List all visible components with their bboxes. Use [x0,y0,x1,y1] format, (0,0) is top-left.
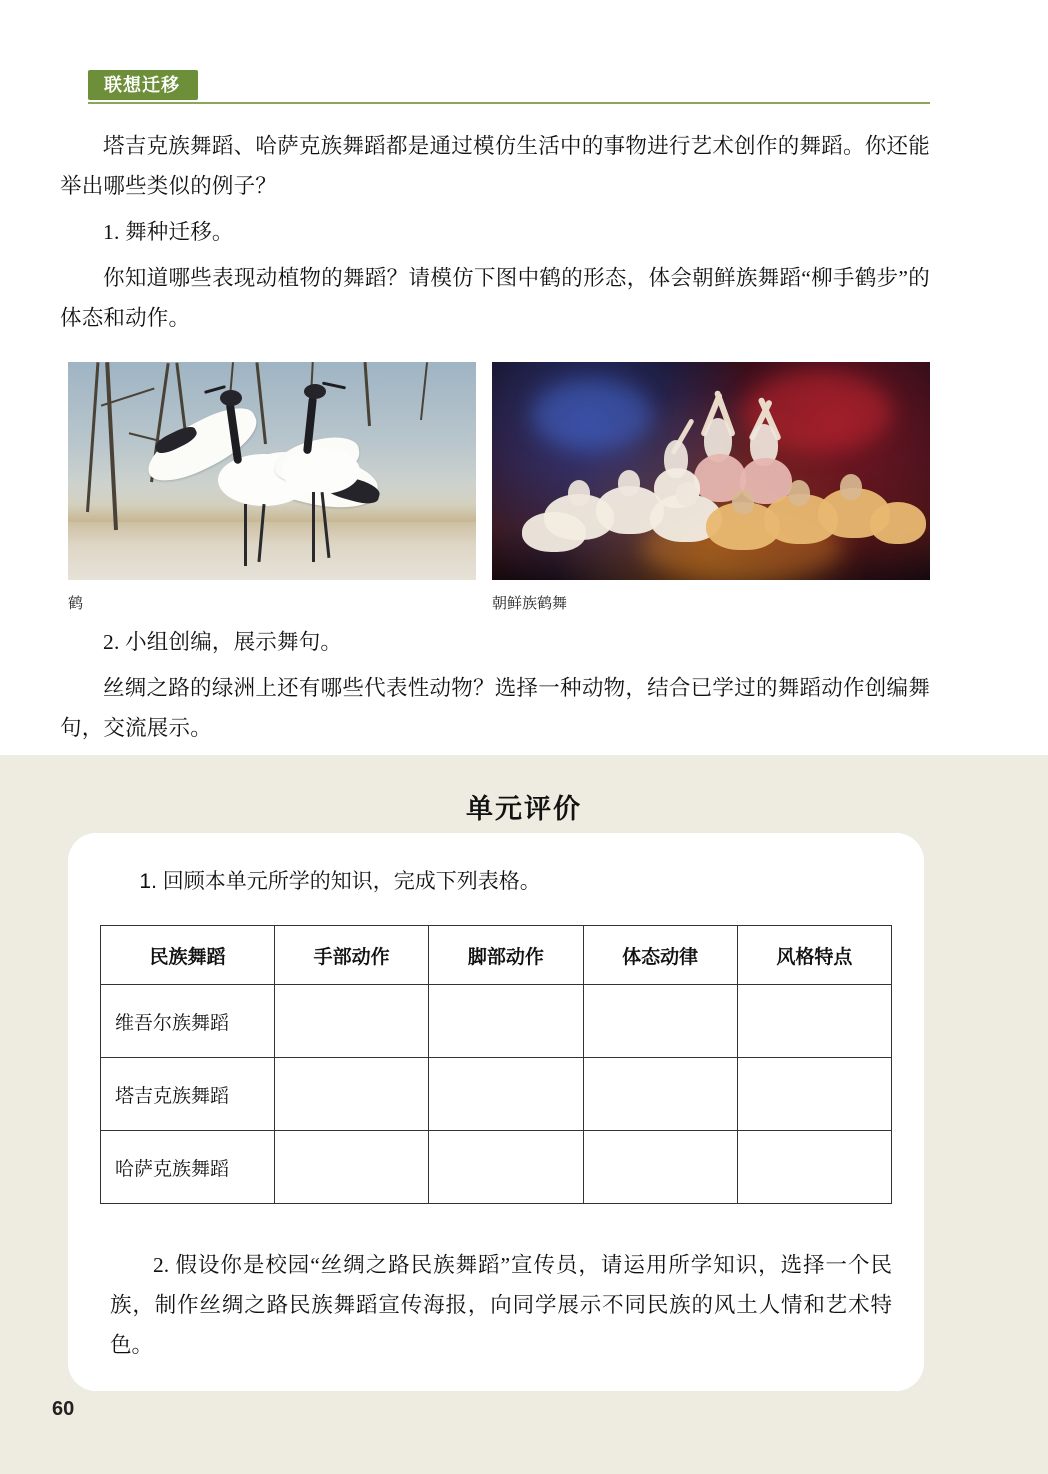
table-cell-writable[interactable] [429,985,583,1058]
table-cell-writable[interactable] [737,1131,891,1204]
evaluation-table [100,925,892,1204]
stage-light-glow [532,380,652,450]
table-header-cell: 风格特点 [737,926,891,985]
table-row [101,985,892,1058]
figure-korean-crane-dance-photo [492,362,930,580]
table-cell-writable[interactable] [737,1058,891,1131]
figure-caption-crane: 鹤 [68,595,84,612]
table-cell-writable[interactable] [429,1131,583,1204]
table-cell-writable[interactable] [583,1131,737,1204]
table-header-cell: 脚部动作 [429,926,583,985]
table-header-cell: 手部动作 [275,926,429,985]
table-row-label: 维吾尔族舞蹈 [101,985,275,1058]
page-number: 60 [52,1398,75,1420]
dancer-kneeling-torso [732,490,754,514]
crane-body [282,448,360,494]
table-header-row [101,926,892,985]
crane-leg [244,504,247,566]
table-cell-writable[interactable] [275,1058,429,1131]
table-cell-writable[interactable] [275,985,429,1058]
table-cell-writable[interactable] [737,985,891,1058]
unit-evaluation-section [0,755,1048,1474]
crane-ground [68,522,476,580]
dancer-kneeling [522,512,586,552]
table-row-label: 塔吉克族舞蹈 [101,1058,275,1131]
evaluation-question-2: 2. 假设你是校园“丝绸之路民族舞蹈”宣传员，请运用所学知识，选择一个民族，制作丝绸之路民族舞蹈宣传海报，向同学展示不同民族的风土人情和艺术特色。 [110,1253,892,1357]
crane-leg [312,492,315,562]
figure-caption-korean-crane-dance: 朝鲜族鹤舞 [492,595,568,612]
paragraph-intro: 塔吉克族舞蹈、哈萨克族舞蹈都是通过模仿生活中的事物进行艺术创作的舞蹈。你还能举出哪些类似的例子？ [60,134,930,198]
dancer-kneeling-torso [788,480,810,506]
table-row [101,1058,892,1131]
unit-evaluation-title: 单元评价 [466,794,582,824]
paragraph-item1-title: 1. 舞种迁移。 [103,220,234,244]
table-row [101,1131,892,1204]
table-cell-writable[interactable] [275,1131,429,1204]
table-cell-writable[interactable] [429,1058,583,1131]
paragraph-item1-body: 你知道哪些表现动植物的舞蹈？请模仿下图中鹤的形态，体会朝鲜族舞蹈“柳手鹤步”的体态和动作。 [60,266,930,330]
paragraph-item2-title: 2. 小组创编，展示舞句。 [103,630,343,654]
evaluation-question-1: 1. 回顾本单元所学的知识，完成下列表格。 [139,870,541,893]
crane-head [220,390,242,406]
table-header-cell: 民族舞蹈 [101,926,275,985]
table-header-cell: 体态动律 [583,926,737,985]
paragraph-item2-body: 丝绸之路的绿洲上还有哪些代表性动物？选择一种动物，结合已学过的舞蹈动作创编舞句，交流展示。 [60,676,930,740]
dancer-kneeling [870,502,926,544]
figure-crane-photo [68,362,476,580]
section-header [88,70,930,104]
dancer-kneeling-torso [676,482,698,506]
evaluation-card [68,833,924,1391]
table-row-label: 哈萨克族舞蹈 [101,1131,275,1204]
dancer-kneeling-torso [618,470,640,496]
section-tag-label: 联想迁移 [88,70,198,100]
table-cell-writable[interactable] [583,985,737,1058]
crane-head [304,384,326,399]
table-cell-writable[interactable] [583,1058,737,1131]
section-divider-rule [88,102,930,104]
dancer-kneeling-torso [840,474,862,500]
dancer-kneeling-torso [568,480,590,506]
